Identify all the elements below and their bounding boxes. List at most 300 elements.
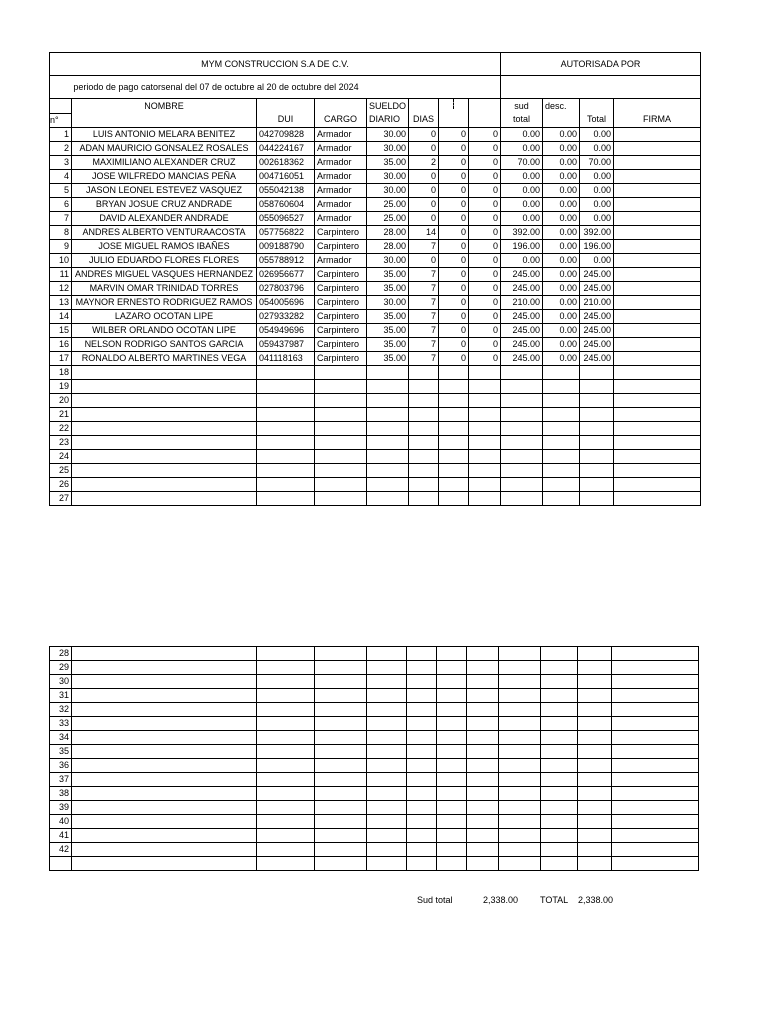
extra-col-2: 0	[469, 197, 501, 211]
empty-cell	[315, 787, 367, 801]
empty-cell	[501, 379, 543, 393]
empty-cell	[469, 379, 501, 393]
empty-cell	[467, 829, 499, 843]
empty-cell	[439, 365, 469, 379]
empty-cell	[541, 857, 578, 871]
employee-cargo: Carpintero	[315, 225, 367, 239]
empty-cell	[612, 647, 699, 661]
empty-cell	[72, 689, 257, 703]
row-total: 245.00	[580, 267, 614, 281]
payroll-table-top	[49, 52, 701, 506]
row-number: 26	[50, 477, 72, 491]
empty-cell	[72, 661, 257, 675]
subtotal: 392.00	[501, 225, 543, 239]
empty-cell	[437, 731, 467, 745]
empty-cell	[315, 689, 367, 703]
empty-cell	[543, 449, 580, 463]
empty-cell	[407, 647, 437, 661]
daily-wage: 25.00	[367, 211, 409, 225]
empty-cell	[315, 801, 367, 815]
empty-cell	[580, 435, 614, 449]
empty-cell	[578, 703, 612, 717]
empty-cell	[257, 491, 315, 505]
row-total: 245.00	[580, 337, 614, 351]
empty-cell	[541, 801, 578, 815]
days-worked: 7	[409, 267, 439, 281]
empty-cell	[315, 661, 367, 675]
row-number: 5	[50, 183, 72, 197]
empty-cell	[612, 745, 699, 759]
discount: 0.00	[543, 309, 580, 323]
empty-cell	[257, 435, 315, 449]
empty-row	[50, 407, 701, 421]
signature-cell	[614, 239, 701, 253]
empty-cell	[499, 773, 541, 787]
empty-cell	[499, 703, 541, 717]
empty-cell	[72, 421, 257, 435]
empty-cell	[257, 801, 315, 815]
empty-row	[50, 435, 701, 449]
empty-cell	[612, 829, 699, 843]
empty-cell	[578, 647, 612, 661]
empty-cell	[315, 379, 367, 393]
empty-cell	[614, 365, 701, 379]
discount: 0.00	[543, 211, 580, 225]
employee-name: JASON LEONEL ESTEVEZ VASQUEZ	[72, 183, 257, 197]
signature-cell	[614, 323, 701, 337]
row-number: 12	[50, 281, 72, 295]
empty-cell	[367, 773, 407, 787]
empty-cell	[469, 421, 501, 435]
empty-cell	[469, 491, 501, 505]
empty-cell	[437, 703, 467, 717]
empty-cell	[580, 491, 614, 505]
empty-cell	[612, 661, 699, 675]
empty-cell	[501, 393, 543, 407]
empty-cell	[467, 759, 499, 773]
days-worked: 7	[409, 239, 439, 253]
daily-wage: 30.00	[367, 295, 409, 309]
empty-cell	[367, 759, 407, 773]
employee-name: DAVID ALEXANDER ANDRADE	[72, 211, 257, 225]
employee-cargo: Armador	[315, 211, 367, 225]
table-row	[50, 351, 701, 365]
table-row	[50, 197, 701, 211]
empty-row	[50, 393, 701, 407]
employee-name: JOSE WILFREDO MANCIAS PEÑA	[72, 169, 257, 183]
daily-wage: 35.00	[367, 337, 409, 351]
empty-cell	[578, 661, 612, 675]
empty-cell	[499, 787, 541, 801]
empty-cell	[612, 759, 699, 773]
empty-cell	[469, 393, 501, 407]
row-total: 245.00	[580, 281, 614, 295]
empty-cell	[409, 449, 439, 463]
company-name: MYM CONSTRUCCION S.A DE C.V.	[50, 53, 501, 76]
subtotal: 210.00	[501, 295, 543, 309]
table-row	[50, 183, 701, 197]
empty-cell	[439, 449, 469, 463]
empty-cell	[257, 787, 315, 801]
row-total: 245.00	[580, 323, 614, 337]
empty-cell	[257, 661, 315, 675]
discount: 0.00	[543, 239, 580, 253]
empty-row	[50, 731, 699, 745]
row-number: 37	[50, 773, 72, 787]
table-row	[50, 253, 701, 267]
row-number: 33	[50, 717, 72, 731]
subtotal: 0.00	[501, 141, 543, 155]
authorized-by: AUTORISADA POR	[501, 53, 701, 76]
row-number: 28	[50, 647, 72, 661]
row-total: 245.00	[580, 351, 614, 365]
empty-cell	[580, 393, 614, 407]
subtotal: 245.00	[501, 337, 543, 351]
employee-dui: 055042138	[257, 183, 315, 197]
empty-cell	[72, 379, 257, 393]
employee-cargo: Carpintero	[315, 309, 367, 323]
daily-wage: 28.00	[367, 225, 409, 239]
employee-cargo: Carpintero	[315, 267, 367, 281]
empty-cell	[543, 365, 580, 379]
extra-col-1: 0	[439, 351, 469, 365]
empty-cell	[541, 689, 578, 703]
table-row	[50, 267, 701, 281]
empty-cell	[72, 731, 257, 745]
empty-cell	[437, 759, 467, 773]
empty-cell	[407, 675, 437, 689]
extra-col-1: 0	[439, 309, 469, 323]
discount: 0.00	[543, 141, 580, 155]
empty-cell	[439, 491, 469, 505]
empty-cell	[612, 773, 699, 787]
empty-cell	[499, 689, 541, 703]
pay-period: periodo de pago catorsenal del 07 de octubre al 20 de octubre del 2024	[50, 76, 501, 99]
discount: 0.00	[543, 155, 580, 169]
daily-wage: 28.00	[367, 239, 409, 253]
employee-dui: 026956677	[257, 267, 315, 281]
row-number: 7	[50, 211, 72, 225]
empty-cell	[469, 435, 501, 449]
empty-cell	[499, 717, 541, 731]
empty-row	[50, 857, 699, 871]
empty-cell	[315, 477, 367, 491]
empty-cell	[467, 801, 499, 815]
empty-row	[50, 675, 699, 689]
daily-wage: 35.00	[367, 267, 409, 281]
daily-wage: 30.00	[367, 169, 409, 183]
empty-cell	[257, 689, 315, 703]
empty-cell	[612, 675, 699, 689]
employee-dui: 041118163	[257, 351, 315, 365]
row-number: 24	[50, 449, 72, 463]
employee-cargo: Armador	[315, 155, 367, 169]
empty-cell	[612, 857, 699, 871]
empty-cell	[501, 463, 543, 477]
row-total: 0.00	[580, 127, 614, 141]
empty-cell	[72, 773, 257, 787]
table-row	[50, 281, 701, 295]
empty-cell	[315, 393, 367, 407]
employee-cargo: Carpintero	[315, 337, 367, 351]
empty-row	[50, 703, 699, 717]
empty-cell	[72, 365, 257, 379]
empty-cell	[541, 703, 578, 717]
empty-cell	[315, 759, 367, 773]
empty-cell	[439, 463, 469, 477]
employee-name: NELSON RODRIGO SANTOS GARCIA	[72, 337, 257, 351]
empty-cell	[367, 393, 409, 407]
empty-cell	[541, 773, 578, 787]
extra-col-2: 0	[469, 323, 501, 337]
empty-row	[50, 379, 701, 393]
extra-col-1: 0	[439, 141, 469, 155]
discount: 0.00	[543, 253, 580, 267]
empty-cell	[315, 491, 367, 505]
extra-col-1: 0	[439, 323, 469, 337]
extra-col-1: 0	[439, 281, 469, 295]
extra-col-2: 0	[469, 141, 501, 155]
row-number: 1	[50, 127, 72, 141]
subtotal: 0.00	[501, 211, 543, 225]
empty-cell	[578, 717, 612, 731]
empty-cell	[467, 745, 499, 759]
signature-cell	[614, 155, 701, 169]
empty-cell	[409, 491, 439, 505]
empty-cell	[499, 661, 541, 675]
empty-cell	[467, 703, 499, 717]
empty-row	[50, 661, 699, 675]
empty-cell	[257, 463, 315, 477]
employee-dui: 055096527	[257, 211, 315, 225]
row-number: 38	[50, 787, 72, 801]
empty-cell	[367, 717, 407, 731]
empty-cell	[467, 773, 499, 787]
empty-cell	[543, 435, 580, 449]
empty-cell	[407, 703, 437, 717]
empty-cell	[315, 773, 367, 787]
empty-cell	[541, 843, 578, 857]
row-total: 0.00	[580, 253, 614, 267]
empty-row	[50, 829, 699, 843]
empty-row	[50, 717, 699, 731]
row-number: 39	[50, 801, 72, 815]
extra-col-2: 0	[469, 225, 501, 239]
extra-col-2: 0	[469, 351, 501, 365]
daily-wage: 30.00	[367, 141, 409, 155]
discount: 0.00	[543, 225, 580, 239]
empty-cell	[72, 801, 257, 815]
days-worked: 7	[409, 281, 439, 295]
employee-cargo: Armador	[315, 169, 367, 183]
empty-cell	[72, 787, 257, 801]
header-num: n°	[50, 113, 72, 127]
empty-cell	[257, 675, 315, 689]
empty-cell	[469, 449, 501, 463]
empty-cell	[367, 843, 407, 857]
empty-cell	[367, 829, 407, 843]
subtotal: 0.00	[501, 197, 543, 211]
discount: 0.00	[543, 197, 580, 211]
subtotal: 245.00	[501, 281, 543, 295]
empty-cell	[578, 731, 612, 745]
empty-row	[50, 477, 701, 491]
employee-dui: 054949696	[257, 323, 315, 337]
daily-wage: 35.00	[367, 281, 409, 295]
days-worked: 0	[409, 253, 439, 267]
empty-cell	[578, 787, 612, 801]
empty-cell	[409, 407, 439, 421]
empty-cell	[315, 421, 367, 435]
extra-col-2: 0	[469, 281, 501, 295]
empty-cell	[469, 477, 501, 491]
row-total: 70.00	[580, 155, 614, 169]
empty-cell	[467, 647, 499, 661]
days-worked: 0	[409, 197, 439, 211]
empty-cell	[439, 393, 469, 407]
row-number: 6	[50, 197, 72, 211]
empty-cell	[367, 689, 407, 703]
empty-cell	[578, 843, 612, 857]
daily-wage: 30.00	[367, 253, 409, 267]
row-number: 17	[50, 351, 72, 365]
empty-cell	[437, 801, 467, 815]
empty-cell	[578, 857, 612, 871]
empty-cell	[315, 463, 367, 477]
empty-cell	[257, 815, 315, 829]
empty-cell	[439, 379, 469, 393]
extra-col-2: 0	[469, 309, 501, 323]
empty-cell	[72, 857, 257, 871]
discount: 0.00	[543, 267, 580, 281]
employee-name: RONALDO ALBERTO MARTINES VEGA	[72, 351, 257, 365]
empty-cell	[580, 477, 614, 491]
empty-cell	[315, 717, 367, 731]
row-number: 13	[50, 295, 72, 309]
signature-cell	[614, 183, 701, 197]
empty-cell	[612, 731, 699, 745]
empty-cell	[257, 857, 315, 871]
empty-cell	[543, 407, 580, 421]
employee-cargo: Armador	[315, 183, 367, 197]
empty-cell	[499, 731, 541, 745]
empty-cell	[72, 829, 257, 843]
employee-name: WILBER ORLANDO OCOTAN LIPE	[72, 323, 257, 337]
empty-cell	[409, 421, 439, 435]
table-row	[50, 141, 701, 155]
empty-cell	[614, 449, 701, 463]
payroll-table-bottom	[49, 646, 699, 871]
empty-cell	[614, 421, 701, 435]
header-diario: DIARIO	[367, 113, 409, 127]
days-worked: 7	[409, 351, 439, 365]
empty-row	[50, 463, 701, 477]
subtotal: 70.00	[501, 155, 543, 169]
row-number: 32	[50, 703, 72, 717]
subtotal: 245.00	[501, 309, 543, 323]
row-number: 11	[50, 267, 72, 281]
empty-cell	[541, 815, 578, 829]
empty-cell	[612, 689, 699, 703]
daily-wage: 35.00	[367, 351, 409, 365]
empty-cell	[437, 745, 467, 759]
subtotal: 245.00	[501, 351, 543, 365]
extra-col-1: 0	[439, 155, 469, 169]
total-value: 2,338.00	[578, 895, 614, 905]
empty-cell	[437, 717, 467, 731]
signature-cell	[614, 351, 701, 365]
empty-cell	[614, 379, 701, 393]
empty-cell	[614, 393, 701, 407]
empty-cell	[541, 647, 578, 661]
empty-cell	[72, 463, 257, 477]
signature-cell	[614, 267, 701, 281]
empty-cell	[367, 787, 407, 801]
empty-cell	[543, 491, 580, 505]
subtotal: 0.00	[501, 127, 543, 141]
row-total: 0.00	[580, 169, 614, 183]
row-number: 19	[50, 379, 72, 393]
employee-cargo: Carpintero	[315, 295, 367, 309]
empty-cell	[257, 717, 315, 731]
empty-cell	[501, 435, 543, 449]
empty-cell	[543, 463, 580, 477]
signature-cell	[614, 295, 701, 309]
empty-cell	[437, 857, 467, 871]
empty-cell	[257, 773, 315, 787]
empty-cell	[437, 829, 467, 843]
empty-cell	[543, 477, 580, 491]
signature-cell	[614, 127, 701, 141]
empty-cell	[501, 449, 543, 463]
subtotal: 0.00	[501, 253, 543, 267]
empty-cell	[499, 745, 541, 759]
row-number: 22	[50, 421, 72, 435]
empty-cell	[437, 773, 467, 787]
row-number: 34	[50, 731, 72, 745]
empty-cell	[467, 731, 499, 745]
empty-cell	[315, 435, 367, 449]
signature-cell	[614, 211, 701, 225]
row-number: 25	[50, 463, 72, 477]
empty-cell	[467, 843, 499, 857]
header-sueldo: SUELDO	[367, 99, 409, 114]
empty-cell	[543, 379, 580, 393]
empty-cell	[469, 407, 501, 421]
empty-cell	[437, 787, 467, 801]
signature-cell	[614, 309, 701, 323]
authorized-blank	[501, 76, 701, 99]
empty-cell	[367, 731, 407, 745]
empty-cell	[543, 421, 580, 435]
employee-name: ANDRES MIGUEL VASQUES HERNANDEZ	[72, 267, 257, 281]
row-total: 196.00	[580, 239, 614, 253]
employee-cargo: Carpintero	[315, 281, 367, 295]
extra-col-2: 0	[469, 211, 501, 225]
empty-cell	[499, 759, 541, 773]
empty-cell	[541, 787, 578, 801]
employee-name: ADAN MAURICIO GONSALEZ ROSALES	[72, 141, 257, 155]
empty-cell	[257, 365, 315, 379]
empty-cell	[72, 675, 257, 689]
row-number	[50, 857, 72, 871]
subtotal-label: Sud total	[417, 895, 453, 905]
empty-cell	[541, 675, 578, 689]
empty-cell	[469, 365, 501, 379]
empty-cell	[541, 731, 578, 745]
empty-cell	[407, 717, 437, 731]
extra-col-1: 0	[439, 197, 469, 211]
